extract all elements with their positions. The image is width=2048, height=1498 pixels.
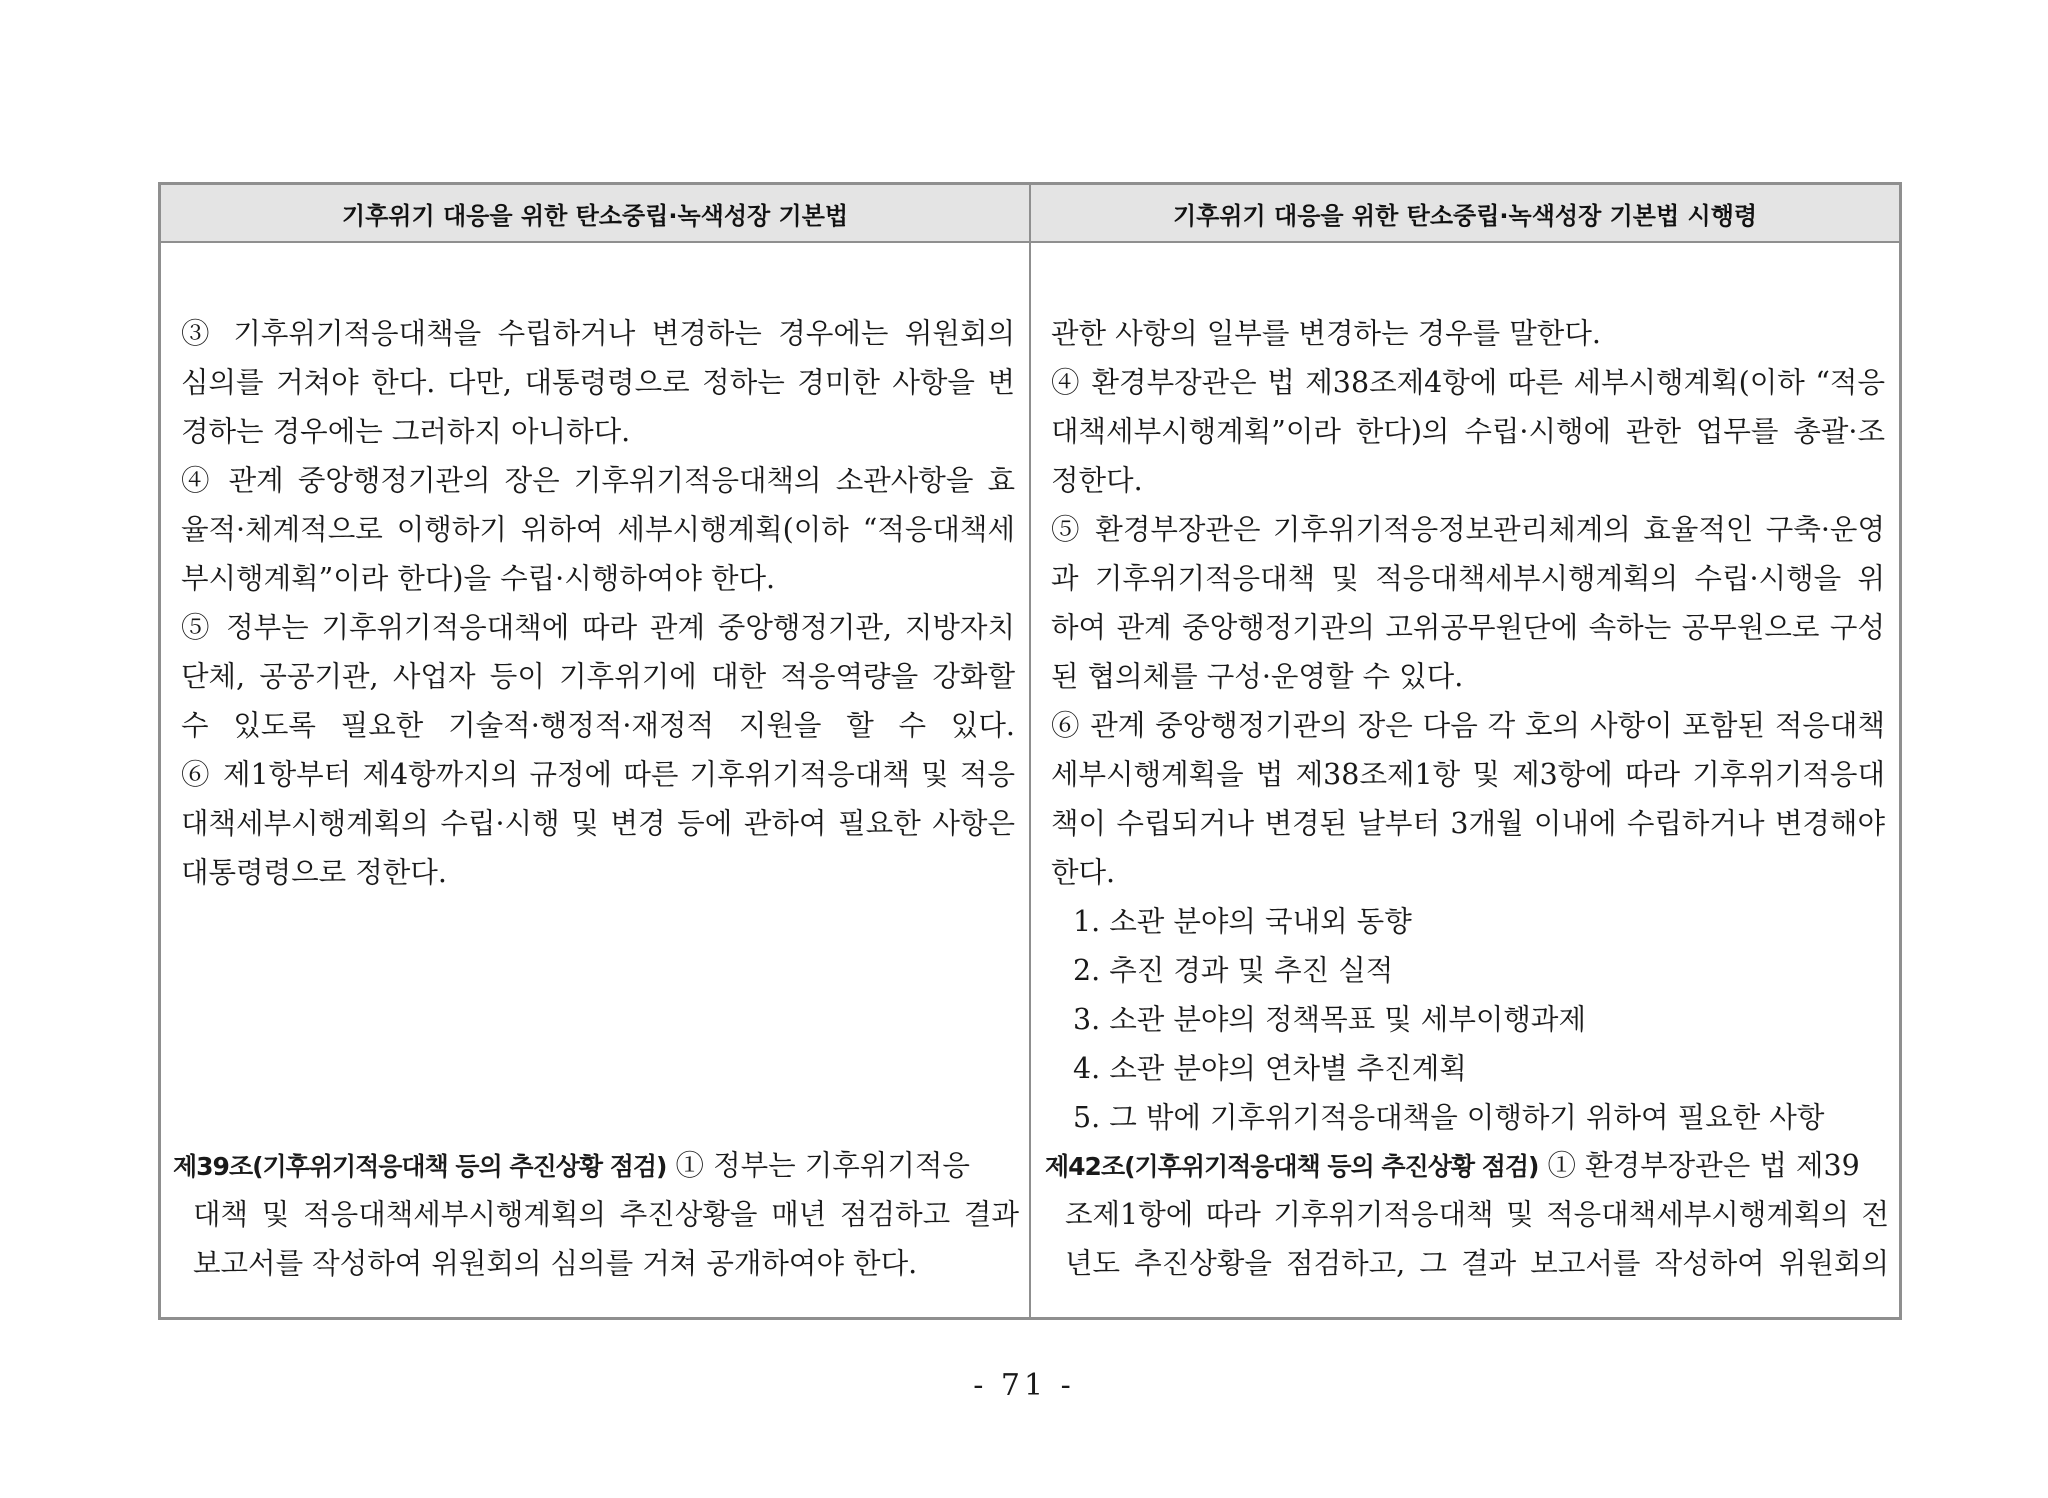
article-text: ① 정부는 기후위기적응 xyxy=(666,1149,970,1182)
decree-line: ⑥ 관계 중앙행정기관의 장은 다음 각 호의 사항이 포함된 적응대책 xyxy=(1051,709,1885,742)
decree-line: 하여 관계 중앙행정기관의 고위공무원단에 속하는 공무원으로 구성 xyxy=(1051,611,1885,644)
law-line: 율적·체계적으로 이행하기 위하여 세부시행계획(이하 “적응대책세 xyxy=(181,513,1015,546)
law-article-39 xyxy=(173,1141,1019,1288)
decree-line: 한다. xyxy=(1051,856,1116,889)
article-title: 제39조(기후위기적응대책 등의 추진상황 점검) xyxy=(173,1152,667,1181)
decree-line: 책이 수립되거나 변경된 날부터 3개월 이내에 수립하거나 변경해야 xyxy=(1051,807,1885,840)
page-number: - 71 - xyxy=(973,1368,1075,1403)
decree-line: 관한 사항의 일부를 변경하는 경우를 말한다. xyxy=(1051,317,1601,350)
law-line: ④ 관계 중앙행정기관의 장은 기후위기적응대책의 소관사항을 효 xyxy=(181,464,1015,497)
law-line: 경하는 경우에는 그러하지 아니하다. xyxy=(181,415,631,448)
law-line: 수 있도록 필요한 기술적·행정적·재정적 지원을 할 수 있다. xyxy=(181,709,1015,742)
decree-line: 과 기후위기적응대책 및 적응대책세부시행계획의 수립·시행을 위 xyxy=(1051,562,1885,595)
law-line: ③ 기후위기적응대책을 수립하거나 변경하는 경우에는 위원회의 xyxy=(181,317,1015,350)
article-line: 대책 및 적응대책세부시행계획의 추진상황을 매년 점검하고 결과 xyxy=(193,1198,1019,1231)
decree-line: 대책세부시행계획”이라 한다)의 수립·시행에 관한 업무를 총괄·조 xyxy=(1051,415,1885,448)
decree-line: 정한다. xyxy=(1051,464,1143,497)
law-line: 단체, 공공기관, 사업자 등이 기후위기에 대한 적응역량을 강화할 xyxy=(181,660,1015,693)
law-column xyxy=(161,243,1031,1317)
decree-line: 된 협의체를 구성·운영할 수 있다. xyxy=(1051,660,1464,693)
law-line: 대책세부시행계획의 수립·시행 및 변경 등에 관하여 필요한 사항은 xyxy=(181,807,1015,840)
decree-article-42 xyxy=(1045,1141,1889,1288)
law-line: 대통령령으로 정한다. xyxy=(181,856,447,889)
article-title: 제42조(기후위기적응대책 등의 추진상황 점검) xyxy=(1045,1152,1539,1181)
decree-line: 세부시행계획을 법 제38조제1항 및 제3항에 따라 기후위기적응대 xyxy=(1051,758,1885,791)
article-first-line xyxy=(1045,1141,1889,1190)
comparison-table xyxy=(158,182,1902,1320)
article-line: 보고서를 작성하여 위원회의 심의를 거쳐 공개하여야 한다. xyxy=(193,1247,918,1280)
decree-list-item: 5. 그 밖에 기후위기적응대책을 이행하기 위하여 필요한 사항 xyxy=(1073,1101,1825,1134)
decree-column xyxy=(1031,243,1899,1317)
decree-list-item: 3. 소관 분야의 정책목표 및 세부이행과제 xyxy=(1073,1003,1586,1036)
article-text: ① 환경부장관은 법 제39 xyxy=(1538,1149,1860,1182)
decree-line: ⑤ 환경부장관은 기후위기적응정보관리체계의 효율적인 구축·운영 xyxy=(1051,513,1885,546)
law-line: ⑥ 제1항부터 제4항까지의 규정에 따른 기후위기적응대책 및 적응 xyxy=(181,758,1015,791)
decree-list-item: 1. 소관 분야의 국내외 동향 xyxy=(1073,905,1412,938)
header-law: 기후위기 대응을 위한 탄소중립·녹색성장 기본법 xyxy=(161,185,1031,243)
article-first-line xyxy=(173,1141,1019,1190)
decree-line: ④ 환경부장관은 법 제38조제4항에 따른 세부시행계획(이하 “적응 xyxy=(1051,366,1885,399)
article-line: 조제1항에 따라 기후위기적응대책 및 적응대책세부시행계획의 전 xyxy=(1065,1198,1889,1231)
law-line: 심의를 거쳐야 한다. 다만, 대통령령으로 정하는 경미한 사항을 변 xyxy=(181,366,1015,399)
law-line: ⑤ 정부는 기후위기적응대책에 따라 관계 중앙행정기관, 지방자치 xyxy=(181,611,1015,644)
law-line: 부시행계획”이라 한다)을 수립·시행하여야 한다. xyxy=(181,562,776,595)
decree-list-item: 4. 소관 분야의 연차별 추진계획 xyxy=(1073,1052,1467,1085)
decree-list-item: 2. 추진 경과 및 추진 실적 xyxy=(1073,954,1394,987)
header-decree: 기후위기 대응을 위한 탄소중립·녹색성장 기본법 시행령 xyxy=(1031,185,1899,243)
article-line: 년도 추진상황을 점검하고, 그 결과 보고서를 작성하여 위원회의 xyxy=(1065,1247,1889,1280)
